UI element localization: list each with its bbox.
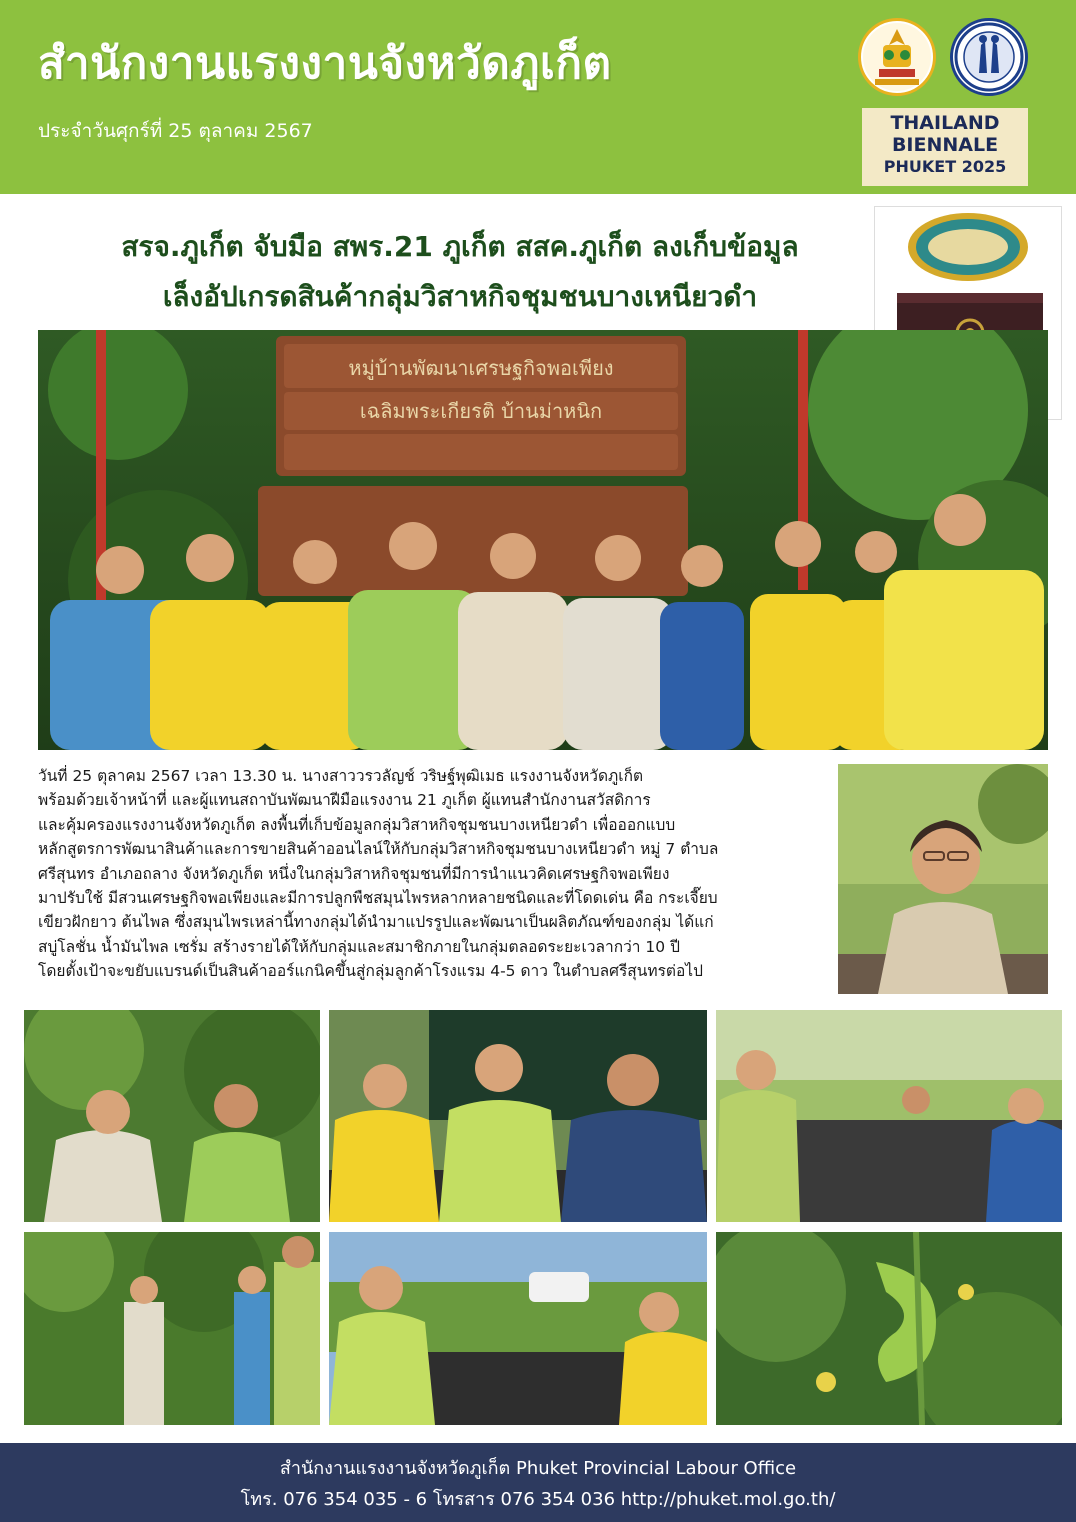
headline-line-1: สรจ.ภูเก็ต จับมือ สพร.21 ภูเก็ต สสค.ภูเก็ต ลงเก็บข้อมูล (121, 230, 799, 263)
news-headline (20, 222, 900, 322)
main-group-photo (38, 330, 1048, 750)
photo-herb-garden (24, 1232, 320, 1425)
sign-text-1: หมู่บ้านพัฒนาเศรษฐกิจพอเพียง (348, 356, 614, 380)
badge-line-2: BIENNALE (891, 134, 999, 156)
publication-date: ประจำวันศุกร์ที่ 25 ตุลาคม 2567 (38, 120, 313, 142)
body-line: และคุ้มครองแรงงานจังหวัดภูเก็ต ลงพื้นที่เก็บข้อมูลกลุ่มวิสาหกิจชุมชนบางเหนียวดำ เพื่อออกแบบ (38, 815, 676, 834)
portrait-photo (838, 764, 1048, 994)
sign-text-2: เฉลิมพระเกียรติ บ้านม่าหนิก (359, 399, 603, 423)
body-line: โดยตั้งเป้าจะขยับแบรนด์เป็นสินค้าออร์แกนิคขึ้นสู่กลุ่มลูกค้าโรงแรม 4-5 ดาว ในตำบลศรีสุนทรต่อไป (38, 962, 703, 981)
photo-meeting-table (716, 1010, 1062, 1222)
photo-meeting-blackboard (329, 1010, 707, 1222)
ministry-of-labour-logo (858, 18, 936, 96)
body-line: สบู่โลชั่น น้ำมันไพล เซรั่ม สร้างรายได้ให้กับกลุ่มและสมาชิกภายในกลุ่มตลอดระยะเวลากว่า 10 ปี (38, 937, 680, 956)
organization-title: สำนักงานแรงงานจังหวัดภูเก็ต (38, 38, 612, 89)
body-line: มาปรับใช้ มีสวนเศรษฐกิจพอเพียงและมีการปลูกพืชสมุนไพรหลากหลายชนิดและที่โดดเด่น คือ กระเจี๊ยบ (38, 889, 718, 908)
photo-garden-visit (24, 1010, 320, 1222)
badge-line-1: THAILAND (890, 112, 1000, 134)
footer-contact-info: โทร. 076 354 035 - 6 โทรสาร 076 354 036 http://phuket.mol.go.th/ (240, 1489, 836, 1510)
body-line: พร้อมด้วยเจ้าหน้าที่ และผู้แทนสถาบันพัฒนาฝีมือแรงงาน 21 ภูเก็ต ผู้แทนสำนักงานสวัสดิการ (38, 791, 651, 810)
body-line: ศรีสุนทร อำเภอถลาง จังหวัดภูเก็ต หนึ่งในกลุ่มวิสาหกิจชุมชนที่มีการนำแนวคิดเศรษฐกิจพอเพียง (38, 864, 670, 883)
photo-okra-plant (716, 1232, 1062, 1425)
headline-line-2: เล็งอัปเกรดสินค้ากลุ่มวิสาหกิจชุมชนบางเหนียวดำ (162, 280, 758, 313)
header-banner (0, 0, 1076, 194)
body-line: เขียวฝักยาว ต้นไพล ซึ่งสมุนไพรเหล่านี้ทางกลุ่มได้นำมาแปรรูปและพัฒนาเป็นผลิตภัณฑ์ของกลุ่ม ได้แก่ (38, 913, 714, 932)
body-line: หลักสูตรการพัฒนาสินค้าและการขายสินค้าออนไลน์ให้กับกลุ่มวิสาหกิจชุมชนบางเหนียวดำ หมู่ 7 ตำบล (38, 840, 719, 859)
photo-outdoor-discussion (329, 1232, 707, 1425)
article-body (38, 764, 838, 984)
thailand-biennale-badge (862, 108, 1028, 186)
body-line: วันที่ 25 ตุลาคม 2567 เวลา 13.30 น. นางสาววรวลัญช์ วริษฐ์พุฒิเมธ แรงงานจังหวัดภูเก็ต (38, 767, 644, 785)
phuket-province-seal (950, 18, 1028, 96)
footer-office-name: สำนักงานแรงงานจังหวัดภูเก็ต Phuket Provincial Labour Office (279, 1458, 797, 1479)
footer-contact (0, 1443, 1076, 1522)
badge-line-3: PHUKET 2025 (883, 157, 1007, 176)
